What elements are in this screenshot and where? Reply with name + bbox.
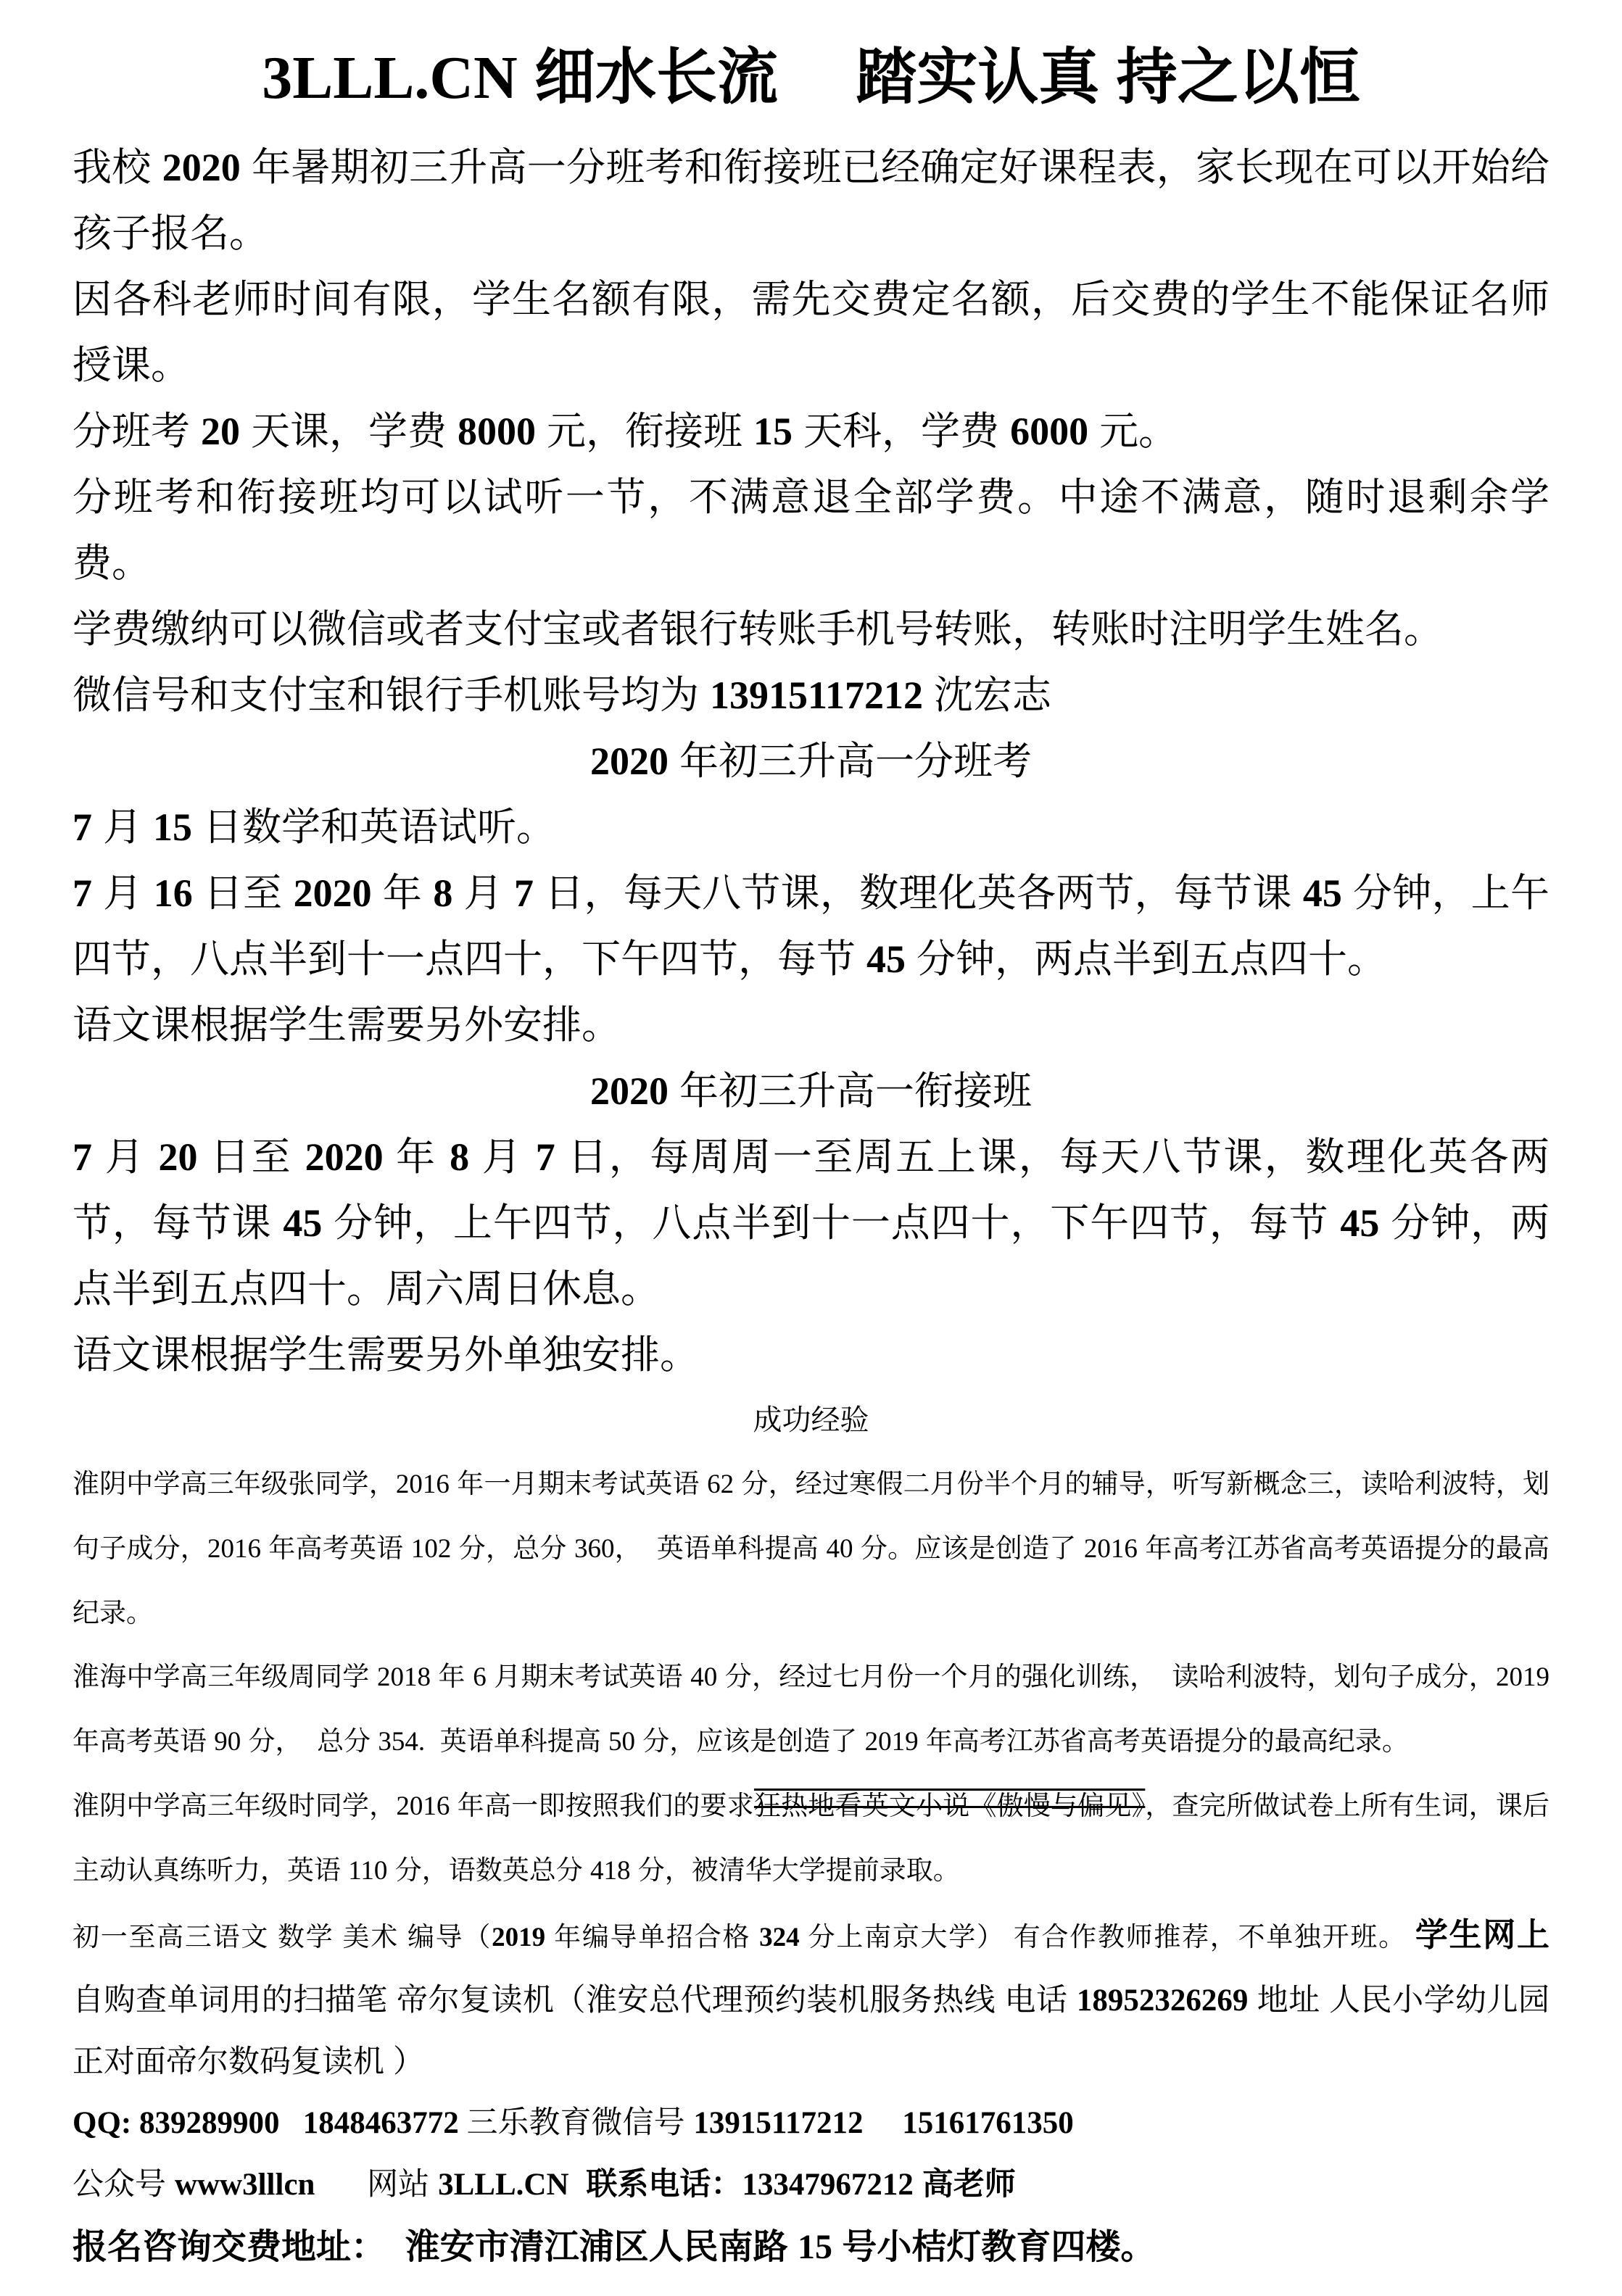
bridge-chinese-note: 语文课根据学生需要另外单独安排。 [73, 1333, 699, 1377]
intro-payment-methods: 学费缴纳可以微信或者支付宝或者银行转账手机号转账，转账时注明学生姓名。 [73, 608, 1443, 651]
intro-payment-account: 微信号和支付宝和银行手机账号均为 13915117212 沈宏志 [73, 674, 1052, 717]
placement-exam-heading: 2020 年初三升高一分班考 [589, 739, 1032, 783]
success-case-1: 淮阴中学高三年级张同学，2016 年一月期末考试英语 62 分，经过寒假二月份半个月的辅导，听写新概念三，读哈利波特，划句子成分，2016 年高考英语 102 分，总分 360， 英语单科提高 40 分。应该是创造了 2016 年高考江苏省高考英语提分的最高纪录。 [73, 1469, 1550, 1628]
bridge-schedule: 7 月 20 日至 2020 年 8 月 7 日，每周周一至周五上课，每天八节课，数理化英各两节，每节课 45 分钟，上午四节，八点半到十一点四十，下午四节，每节 45 分钟，两点半到五点四十。周六周日休息。 [73, 1135, 1549, 1311]
success-stories-heading: 成功经验 [753, 1404, 869, 1436]
other-courses-line: 初一至高三语文 数学 美术 编导（2019 年编导单招合格 324 分上南京大学） 有合作教师推荐，不单独开班。 学生网上 [73, 1916, 1549, 1953]
bridge-class-heading: 2020 年初三升高一衔接班 [589, 1069, 1032, 1113]
intro-tuition: 分班考 20 天课，学费 8000 元，衔接班 15 天科，学费 6000 元。 [73, 410, 1178, 453]
placement-schedule: 7 月 16 日至 2020 年 8 月 7 日，每天八节课，数理化英各两节，每节课 45 分钟，上午四节，八点半到十一点四十，下午四节，每节 45 分钟，两点半到五点四十。 [73, 871, 1549, 981]
intro-enrollment: 我校 2020 年暑期初三升高一分班考和衔接班已经确定好课程表，家长现在可以开始给孩子报名。 [73, 146, 1550, 255]
registration-address-line: 报名咨询交费地址： 淮安市清江浦区人民南路 15 号小桔灯教育四楼。 [73, 2228, 1156, 2266]
intro-teacher-limit: 因各科老师时间有限，学生名额有限，需先交费定名额，后交费的学生不能保证名师授课。 [73, 278, 1549, 387]
intro-refund-policy: 分班考和衔接班均可以试听一节，不满意退全部学费。中途不满意，随时退剩余学费。 [73, 476, 1549, 585]
success-case-3: 淮阴中学高三年级时同学，2016 年高一即按照我们的要求狂热地看英文小说《傲慢与偏见》，查完所做试卷上所有生词，课后主动认真练听力，英语 110 分，语数英总分 418 分，被清华大学提前录取。 [73, 1791, 1550, 1886]
document-title: 3LLL.CN 细水长流 踏实认真 持之以恒 [262, 43, 1360, 112]
scanner-info-line: 自购查单词用的扫描笔 帝尔复读机（淮安总代理预约装机服务热线 电话 18952326269 地址 人民小学幼儿园正对面帝尔数码复读机 ） [73, 1983, 1549, 2079]
qq-contact-line: QQ: 839289900 1848463772 三乐教育微信号 13915117212 15161761350 [73, 2105, 1074, 2140]
success-case-2: 淮海中学高三年级周同学 2018 年 6 月期末考试英语 40 分，经过七月份一个月的强化训练， 读哈利波特，划句子成分，2019 年高考英语 90 分， 总分 354. 英语单科提高 50 分，应该是创造了 2019 年高考江苏省高考英语提分的最高纪录。 [73, 1662, 1557, 1757]
placement-trial-date: 7 月 15 日数学和英语试听。 [73, 805, 556, 849]
official-account-line: 公众号 www3lllcn 网站 3LLL.CN 联系电话：13347967212 高老师 [73, 2167, 1016, 2202]
placement-chinese-note: 语文课根据学生需要另外安排。 [73, 1003, 621, 1047]
